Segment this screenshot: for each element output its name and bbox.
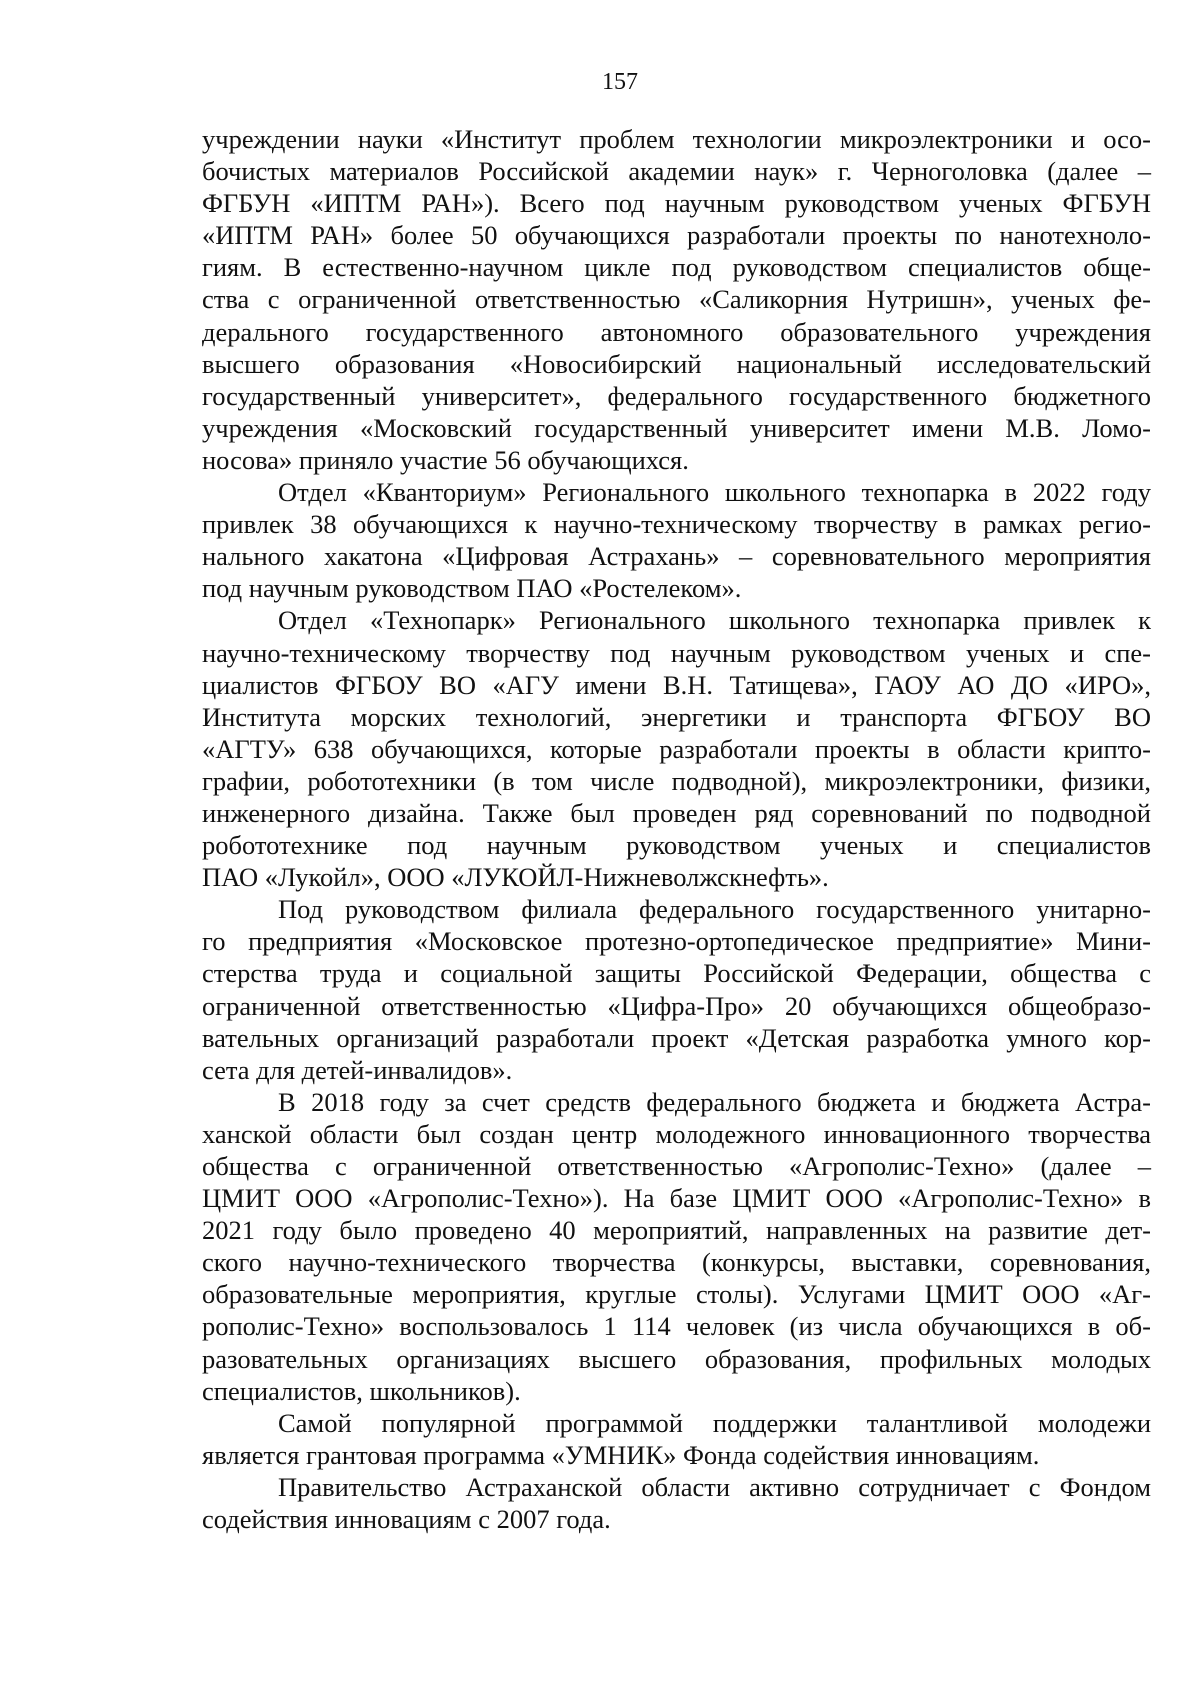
document-body	[202, 123, 1151, 1535]
text-line: инженерного дизайна. Также был проведен ряд соревнований по подводной	[202, 797, 1151, 828]
text-line: общества с ограниченной ответственностью «Агрополис-Техно» (далее –	[202, 1151, 1151, 1181]
text-line: ПАО «Лукойл», ООО «ЛУКОЙЛ-Нижневолжскнефть».	[202, 862, 829, 893]
text-line: стерства труда и социальной защиты Российской Федерации, общества с	[202, 958, 1151, 989]
paragraph	[202, 123, 1151, 476]
text-line: Отдел «Кванториум» Регионального школьного технопарка в 2022 году	[278, 477, 1151, 508]
text-line: носова» приняло участие 56 обучающихся.	[202, 444, 689, 475]
text-line: В 2018 году за счет средств федерального бюджета и бюджета Астра-	[278, 1086, 1151, 1117]
text-line: Отдел «Технопарк» Регионального школьного технопарка привлек к	[278, 605, 1151, 636]
text-line: является грантовая программа «УМНИК» Фонда содействия инновациям.	[202, 1439, 1040, 1470]
text-line: «АГТУ» 638 обучающихся, которые разработали проекты в области крипто-	[202, 733, 1151, 764]
text-line: гиям. В естественно-научном цикле под руководством специалистов обще-	[202, 252, 1151, 283]
paragraph	[202, 1471, 1151, 1535]
paragraph	[202, 604, 1151, 893]
paragraph	[202, 893, 1151, 1086]
text-line: ханской области был создан центр молодежного инновационного творчества	[202, 1118, 1151, 1149]
text-line: разовательных организациях высшего образования, профильных молодых	[202, 1343, 1151, 1374]
text-line: «ИПТМ РАН» более 50 обучающихся разработали проекты по нанотехноло-	[202, 220, 1151, 251]
text-line: ского научно-технического творчества (конкурсы, выставки, соревнования,	[202, 1247, 1151, 1278]
text-line: ЦМИТ ООО «Агрополис-Техно»). На базе ЦМИТ ООО «Агрополис-Техно» в	[202, 1183, 1151, 1214]
text-line: Под руководством филиала федерального государственного унитарно-	[278, 894, 1151, 925]
text-line: под научным руководством ПАО «Ростелеком».	[202, 573, 742, 604]
paragraph	[202, 1086, 1151, 1407]
text-line: высшего образования «Новосибирский национальный исследовательский	[202, 348, 1151, 379]
text-line: вательных организаций разработали проект «Детская разработка умного кор-	[202, 1022, 1151, 1053]
text-line: циалистов ФГБОУ ВО «АГУ имени В.Н. Татищева», ГАОУ АО ДО «ИРО»,	[202, 669, 1151, 700]
text-line: учреждении науки «Институт проблем технологии микроэлектроники и осо-	[202, 124, 1151, 154]
text-line: Правительство Астраханской области активно сотрудничает с Фондом	[278, 1471, 1151, 1502]
text-line: нального хакатона «Цифровая Астрахань» – соревновательного мероприятия	[202, 541, 1151, 572]
text-line: ограниченной ответственностью «Цифра-Про» 20 обучающихся общеобразо-	[202, 990, 1151, 1021]
text-line: Института морских технологий, энергетики и транспорта ФГБОУ ВО	[202, 701, 1151, 732]
text-line: ФГБУН «ИПТМ РАН»). Всего под научным руководством ученых ФГБУН	[202, 188, 1151, 219]
text-line: рополис-Техно» воспользовалось 1 114 человек (из числа обучающихся в об-	[202, 1311, 1151, 1342]
text-line: бочистых материалов Российской академии наук» г. Черноголовка (далее –	[202, 156, 1151, 187]
text-line: специалистов, школьников).	[202, 1375, 521, 1406]
text-line: привлек 38 обучающихся к научно-техническому творчеству в рамках регио-	[202, 509, 1151, 540]
text-line: Самой популярной программой поддержки талантливой молодежи	[278, 1407, 1151, 1438]
text-line: робототехнике под научным руководством ученых и специалистов	[202, 830, 1151, 861]
paragraph	[202, 1407, 1151, 1471]
text-line: го предприятия «Московское протезно-ортопедическое предприятие» Мини-	[202, 926, 1151, 957]
text-line: графии, робототехники (в том числе подводной), микроэлектроники, физики,	[202, 765, 1151, 796]
text-line: учреждения «Московский государственный университет имени М.В. Ломо-	[202, 412, 1151, 443]
text-line: государственный университет», федерального государственного бюджетного	[202, 380, 1151, 411]
text-line: научно-техническому творчеству под научным руководством ученых и спе-	[202, 637, 1151, 668]
text-line: дерального государственного автономного образовательного учреждения	[202, 316, 1151, 347]
page-number: 157	[602, 69, 638, 95]
text-line: образовательные мероприятия, круглые столы). Услугами ЦМИТ ООО «Аг-	[202, 1279, 1151, 1310]
text-line: ства с ограниченной ответственностью «Саликорния Нутришн», ученых фе-	[202, 284, 1151, 315]
text-line: сета для детей-инвалидов».	[202, 1054, 513, 1085]
text-line: 2021 году было проведено 40 мероприятий, направленных на развитие дет-	[202, 1215, 1151, 1246]
paragraph	[202, 476, 1151, 604]
text-line: содействия инновациям с 2007 года.	[202, 1504, 611, 1535]
